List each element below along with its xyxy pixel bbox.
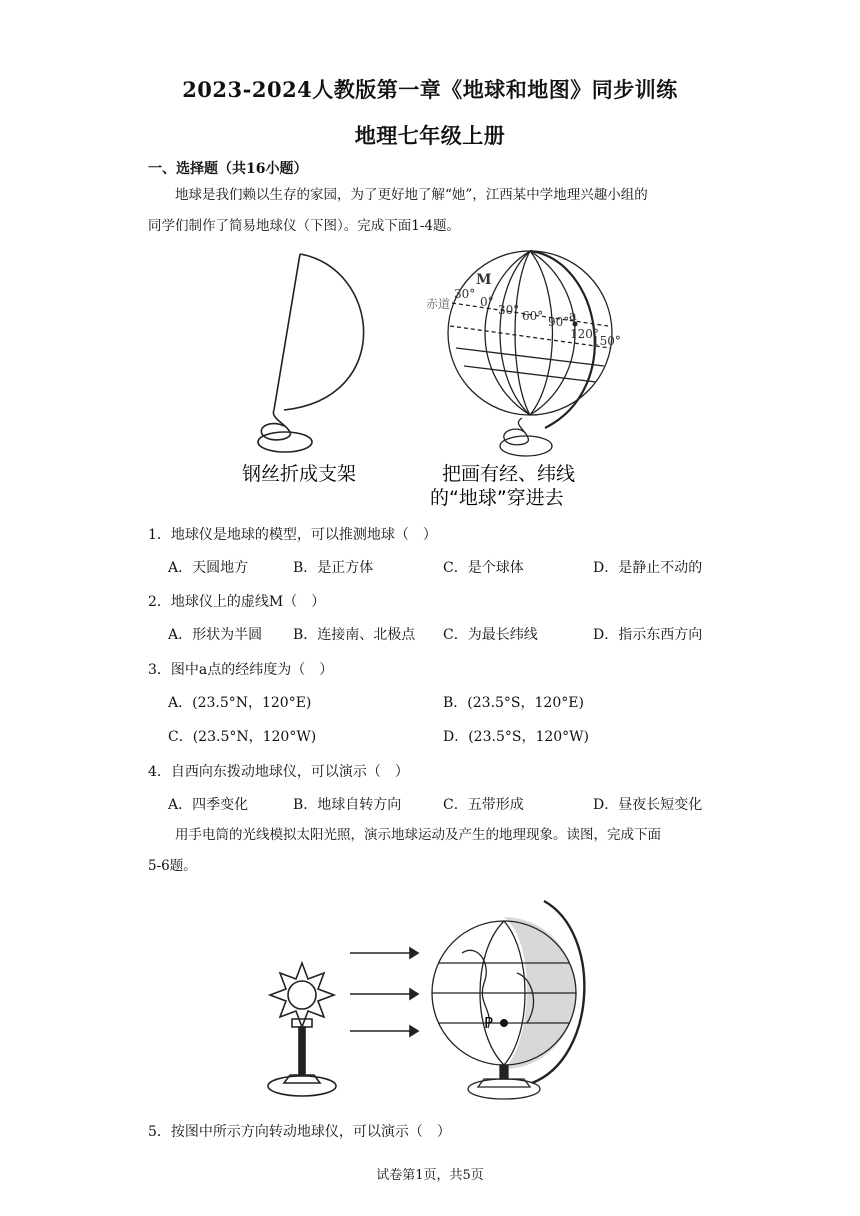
- q1-option-d[interactable]: D．是静止不动的: [593, 560, 703, 576]
- sun-lamp-drawing: [268, 963, 336, 1096]
- page-title: 2023-2024人教版第一章《地球和地图》同步训练: [182, 77, 678, 102]
- figure-simple-globe: [230, 248, 630, 513]
- label-60: 60°: [522, 309, 544, 323]
- label-a: a: [569, 309, 577, 324]
- globe-drawing: [448, 251, 612, 456]
- section-heading: 一、选择题（共16小题）: [148, 161, 308, 177]
- question-1: 1．地球仪是地球的模型，可以推测地球（ ）: [148, 527, 437, 543]
- label-120: 120°: [570, 327, 599, 341]
- question-2: 2．地球仪上的虚线M（ ）: [148, 594, 326, 610]
- label-150: 150°: [592, 334, 621, 348]
- left-caption: 钢丝折成支架: [242, 463, 357, 485]
- passage-2-line-2: 5-6题。: [148, 858, 197, 874]
- wire-stand-drawing: [258, 254, 364, 452]
- q2-option-a[interactable]: A．形状为半圆: [168, 627, 263, 643]
- q2-option-d[interactable]: D．指示东西方向: [593, 627, 703, 643]
- question-5: 5．按图中所示方向转动地球仪，可以演示（ ）: [148, 1124, 451, 1140]
- q3-option-d[interactable]: D．(23.5°S，120°W): [443, 729, 590, 745]
- passage-1-line-1: 地球是我们赖以生存的家园，为了更好地了解“她”，江西某中学地理兴趣小组的: [175, 187, 648, 203]
- q3-option-a[interactable]: A．(23.5°N，120°E): [168, 695, 312, 711]
- passage-2: [148, 820, 723, 882]
- passage-1-line-2: 同学们制作了简易地球仪（下图）。完成下面1-4题。: [148, 218, 460, 234]
- label-P: P: [484, 1014, 494, 1032]
- label-M: M: [476, 272, 492, 288]
- label-30n: 30°: [454, 287, 476, 301]
- right-caption-line-2: 的“地球”穿进去: [430, 487, 564, 509]
- passage-2-line-1: 用手电筒的光线模拟太阳光照，演示地球运动及产生的地理现象。读图，完成下面: [175, 827, 661, 843]
- q2-option-c[interactable]: C．为最长纬线: [443, 627, 538, 643]
- page-footer: 试卷第1页，共5页: [376, 1168, 484, 1183]
- label-0: 0°: [480, 295, 494, 309]
- question-3: 3．图中a点的经纬度为（ ）: [148, 662, 334, 678]
- page-subtitle: 地理七年级上册: [354, 123, 506, 148]
- passage-1: [148, 180, 723, 242]
- q4-option-b[interactable]: B．地球自转方向: [293, 797, 402, 813]
- label-90: 90°: [548, 315, 570, 329]
- light-arrows: [350, 948, 418, 1036]
- q1-option-c[interactable]: C．是个球体: [443, 560, 524, 576]
- label-equator: 赤道: [426, 297, 451, 311]
- lit-globe-drawing: [432, 901, 584, 1099]
- q4-option-d[interactable]: D．昼夜长短变化: [593, 797, 703, 813]
- label-30: 30°: [498, 303, 520, 317]
- q3-option-c[interactable]: C．(23.5°N，120°W): [168, 729, 317, 745]
- q2-option-b[interactable]: B．连接南、北极点: [293, 627, 416, 643]
- point-p-marker: [500, 1019, 508, 1027]
- q4-option-a[interactable]: A．四季变化: [168, 797, 249, 813]
- right-caption-line-1: 把画有经、纬线: [442, 463, 576, 485]
- q1-option-a[interactable]: A．天圆地方: [168, 560, 249, 576]
- question-4: 4．自西向东拨动地球仪，可以演示（ ）: [148, 764, 409, 780]
- q3-option-b[interactable]: B．(23.5°S，120°E): [443, 695, 584, 711]
- q4-option-c[interactable]: C．五带形成: [443, 797, 524, 813]
- figure-sunlight-globe: [262, 893, 602, 1105]
- q1-option-b[interactable]: B．是正方体: [293, 560, 374, 576]
